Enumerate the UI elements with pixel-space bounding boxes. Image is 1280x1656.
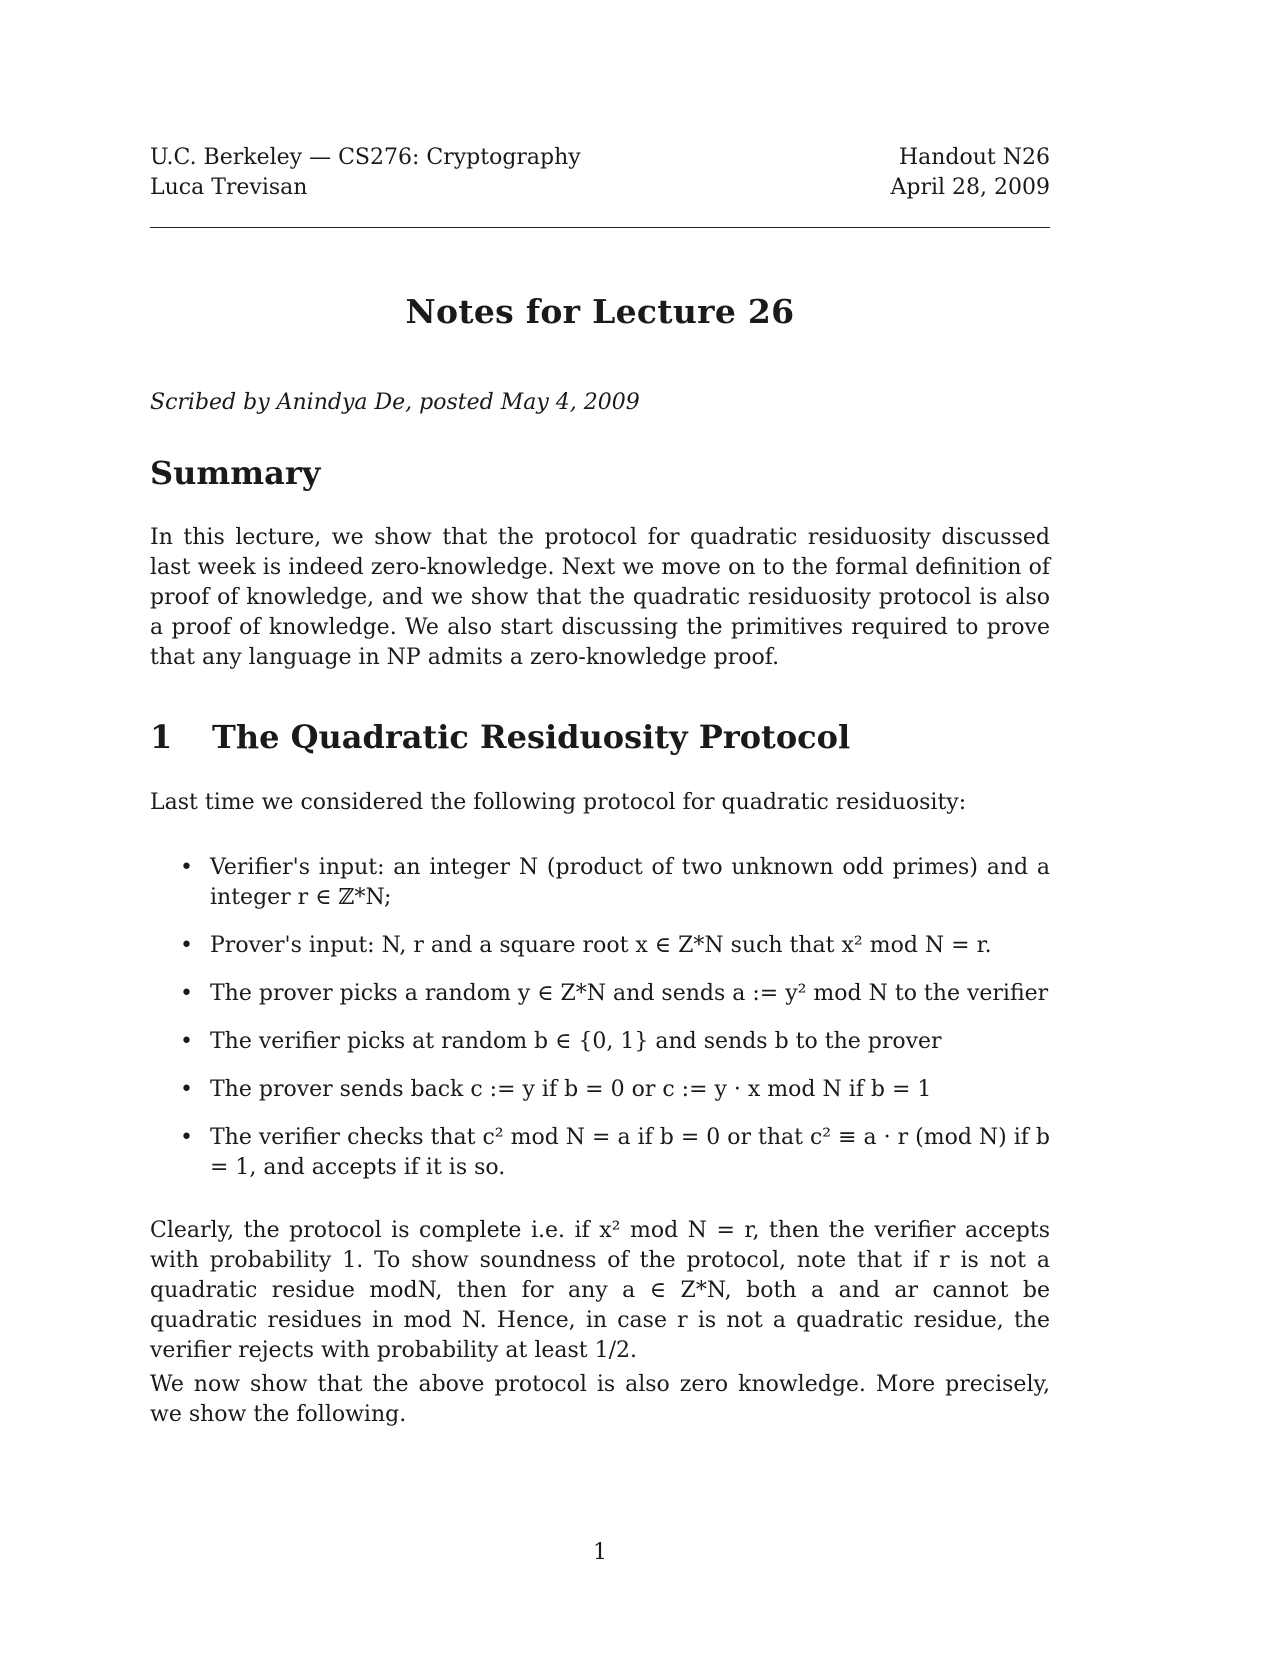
summary-heading: Summary — [150, 454, 321, 492]
section-title: The Quadratic Residuosity Protocol — [212, 718, 851, 756]
document-page — [150, 0, 1050, 1656]
author-name: Luca Trevisan — [150, 175, 308, 200]
list-item: • Prover's input: N, r and a square root x ∈ Z*N such that x² mod N = r. — [180, 931, 1050, 961]
protocol-steps-list — [180, 853, 1050, 1183]
page-number: 1 — [593, 1540, 607, 1565]
handout-date: April 28, 2009 — [890, 175, 1050, 200]
completeness-paragraph: Clearly, the protocol is complete i.e. if x² mod N = r, then the verifier accepts with probability 1. To show soundness of the protocol, note that if r is not a quadratic residue modN, then for any a ∈ Z*N, both a and ar cannot be quadratic residues in mod N. Hence, in case r is not a quadratic residue, the verifier rejects with probability at least 1/2. — [150, 1218, 1050, 1363]
page-title: Notes for Lecture 26 — [405, 292, 795, 331]
course-name: U.C. Berkeley — CS276: Cryptography — [150, 145, 581, 170]
list-item: • The prover picks a random y ∈ Z*N and sends a := y² mod N to the verifier — [180, 979, 1050, 1009]
handout-number: Handout N26 — [898, 145, 1050, 170]
list-item: • The verifier picks at random b ∈ {0, 1} and sends b to the prover — [180, 1027, 1050, 1057]
header-rule — [150, 227, 1050, 228]
list-item: • The prover sends back c := y if b = 0 or c := y · x mod N if b = 1 — [180, 1075, 1050, 1105]
scribe-line: Scribed by Anindya De, posted May 4, 2009 — [150, 390, 640, 415]
zero-knowledge-paragraph: We now show that the above protocol is also zero knowledge. More precisely, we show the following. — [150, 1372, 1050, 1427]
section-intro: Last time we considered the following protocol for quadratic residuosity: — [150, 790, 967, 815]
summary-paragraph: In this lecture, we show that the protocol for quadratic residuosity discussed last week is indeed zero-knowledge. Next we move on to the formal definition of proof of knowledge, and we show that the quadratic residuosity protocol is also a proof of knowledge. We also start discussing the primitives required to prove that any language in NP admits a zero-knowledge proof. — [150, 525, 1050, 670]
section-1-heading — [150, 718, 850, 756]
list-item: • The verifier checks that c² mod N = a if b = 0 or that c² ≡ a · r (mod N) if b = 1, and accepts if it is so. — [180, 1123, 1050, 1183]
list-item: • Verifier's input: an integer N (product of two unknown odd primes) and a integer r ∈ ℤ*N; — [180, 853, 1050, 913]
section-number: 1 — [150, 718, 173, 756]
